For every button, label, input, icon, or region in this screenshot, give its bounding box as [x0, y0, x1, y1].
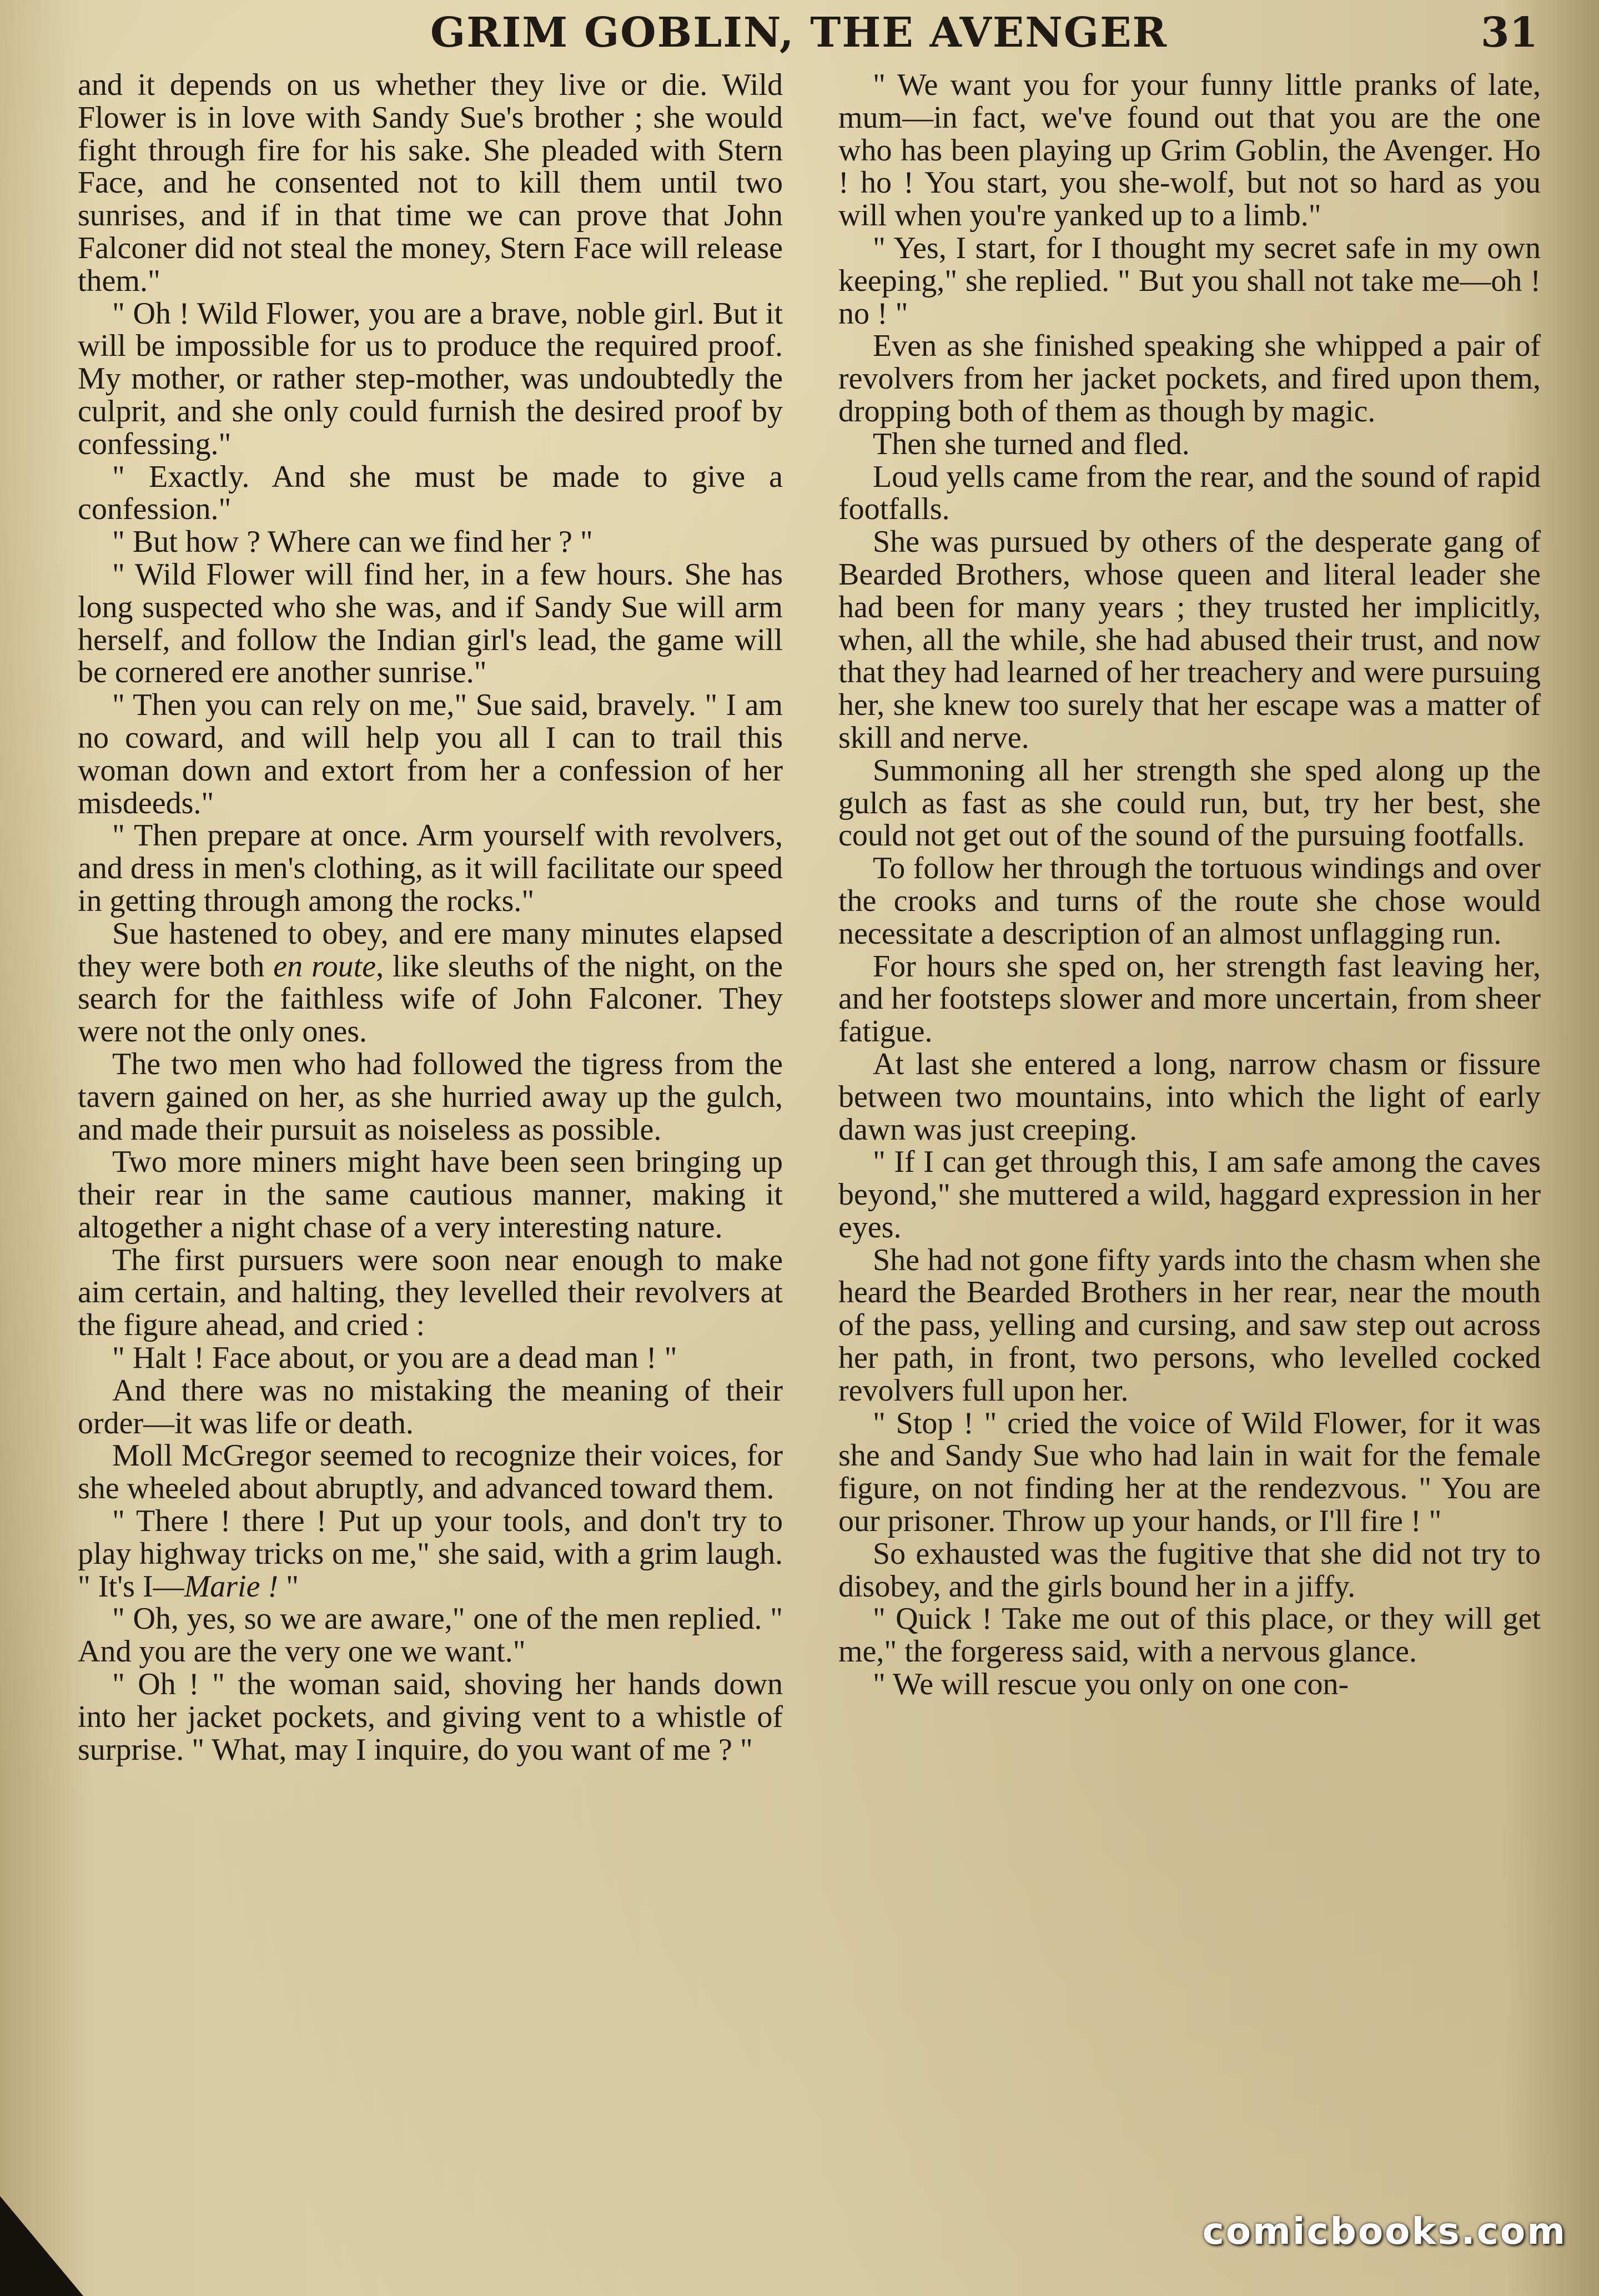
- right-column: [838, 69, 1541, 1701]
- paragraph: The first pursuers were soon near enough to make aim certain, and halting, they levelled their revolvers at the figure ahead, and cried :: [78, 1242, 783, 1343]
- paragraph: " Exactly. And she must be made to give a confession.": [78, 459, 783, 527]
- paragraph: Moll McGregor seemed to recognize their voices, for she wheeled about abruptly, and advanced toward them.: [78, 1438, 783, 1506]
- paragraph: Two more miners might have been seen bringing up their rear in the same cautious manner, making it altogether a night chase of a very interesting nature.: [78, 1145, 783, 1245]
- paragraph: " Halt ! Face about, or you are a dead man ! ": [112, 1341, 677, 1376]
- paragraph: " If I can get through this, I am safe among the caves beyond," she muttered a wild, haggard expression in her eyes.: [838, 1145, 1541, 1245]
- paragraph: At last she entered a long, narrow chasm or fissure between two mountains, into which the light of early dawn was just creeping.: [838, 1046, 1541, 1147]
- page-corner-shadow: [0, 2196, 83, 2296]
- paragraph: Loud yells came from the rear, and the sound of rapid footfalls.: [838, 459, 1541, 527]
- paragraph: " Oh ! " the woman said, shoving her hands down into her jacket pockets, and giving vent to a whistle of surprise. " What, may I inquire, do you want of me ? ": [78, 1667, 783, 1767]
- paragraph: " Then prepare at once. Arm yourself with revolvers, and dress in men's clothing, as it will facilitate our speed in getting through among the rocks.": [78, 818, 783, 918]
- page-header: [0, 8, 1599, 58]
- italic-phrase: en route: [273, 949, 376, 984]
- paragraph: " Then you can rely on me," Sue said, bravely. " I am no coward, and will help you all I can to trail this woman down and extort from her a confession of her misdeeds.": [78, 688, 783, 820]
- paragraph: and it depends on us whether they live or die. Wild Flower is in love with Sandy Sue's brother ; she would fight through fire for his sake. She pleaded with Stern Face, and he consented not to kill them until two sunrises, and if in that time we can prove that John Falconer did not steal the money, Stern Face will release them.": [78, 68, 783, 298]
- paragraph: " But how ? Where can we find her ? ": [112, 525, 593, 560]
- paragraph: " We will rescue you only on one con-: [873, 1667, 1349, 1702]
- paragraph-text: ": [278, 1569, 299, 1604]
- running-title: GRIM GOBLIN, THE AVENGER: [430, 9, 1168, 57]
- paragraph-text: " There ! there ! Put up your tools, and don't try to play highway tricks on me," she said, with a grim laugh. " It's I—: [78, 1504, 783, 1604]
- page-number: 31: [1481, 9, 1538, 57]
- paragraph: Even as she finished speaking she whipped a pair of revolvers from her jacket pockets, and fired upon them, dropping both of them as though by magic.: [838, 329, 1541, 429]
- paragraph: [78, 1505, 783, 1603]
- paragraph: And there was no mistaking the meaning of their order—it was life or death.: [78, 1373, 783, 1441]
- paragraph-text: , like sleuths of the night, on the search for the faithless wife of John Falconer. They were not the only ones.: [78, 949, 783, 1049]
- paragraph: " Wild Flower will find her, in a few hours. She has long suspected who she was, and if Sandy Sue will arm herself, and follow the Indian girl's lead, the game will be cornered ere another sunrise.": [78, 557, 783, 690]
- paragraph: For hours she sped on, her strength fast leaving her, and her footsteps slower and more uncertain, from sheer fatigue.: [838, 949, 1541, 1049]
- paragraph: Then she turned and fled.: [873, 426, 1190, 461]
- paragraph: " Oh ! Wild Flower, you are a brave, noble girl. But it will be impossible for us to produce the required proof. My mother, or rather step-mother, was undoubtedly the culprit, and she only could furnish the desired proof by confessing.": [78, 296, 783, 461]
- paragraph: " Oh, yes, so we are aware," one of the men replied. " And you are the very one we want.": [78, 1602, 783, 1669]
- left-column: [78, 69, 783, 1766]
- paragraph: To follow her through the tortuous windings and over the crooks and turns of the route she chose would necessitate a description of an almost unflagging run.: [838, 851, 1541, 951]
- paragraph: The two men who had followed the tigress from the tavern gained on her, as she hurried away up the gulch, and made their pursuit as noiseless as possible.: [78, 1046, 783, 1147]
- paragraph: " Stop ! " cried the voice of Wild Flower, for it was she and Sandy Sue who had lain in wait for the female figure, on not finding her at the rendezvous. " You are our prisoner. Throw up your hands, or I'll fire ! ": [838, 1406, 1541, 1539]
- paragraph: So exhausted was the fugitive that she did not try to disobey, and the girls bound her in a jiffy.: [838, 1536, 1541, 1604]
- paragraph: " Quick ! Take me out of this place, or they will get me," the forgeress said, with a nervous glance.: [838, 1602, 1541, 1669]
- paragraph-text: Sue hastened to obey, and ere many minutes elapsed they were both: [78, 916, 783, 984]
- paragraph: Summoning all her strength she sped along up the gulch as fast as she could run, but, try her best, she could not get out of the sound of the pursuing footfalls.: [838, 753, 1541, 853]
- watermark: comicbooks.com: [1202, 2210, 1567, 2253]
- italic-phrase: Marie !: [184, 1569, 279, 1604]
- paragraph: She was pursued by others of the desperate gang of Bearded Brothers, whose queen and literal leader she had been for many years ; they trusted her implicitly, when, all the while, she had abused their trust, and now that they had learned of her treachery and were pursuing her, she knew too surely that her escape was a matter of skill and nerve.: [838, 525, 1541, 755]
- paragraph: [78, 918, 783, 1048]
- paragraph: " Yes, I start, for I thought my secret safe in my own keeping," she replied. " But you shall not take me—oh ! no ! ": [838, 230, 1541, 331]
- paragraph: " We want you for your funny little pranks of late, mum—in fact, we've found out that you are the one who has been playing up Grim Goblin, the Avenger. Ho ! ho ! You start, you she-wolf, but not so hard as you will when you're yanked up to a limb.": [838, 68, 1541, 233]
- paragraph: She had not gone fifty yards into the chasm when she heard the Bearded Brothers in her rear, near the mouth of the pass, yelling and cursing, and saw step out across her path, in front, two persons, who levelled cocked revolvers full upon her.: [838, 1242, 1541, 1408]
